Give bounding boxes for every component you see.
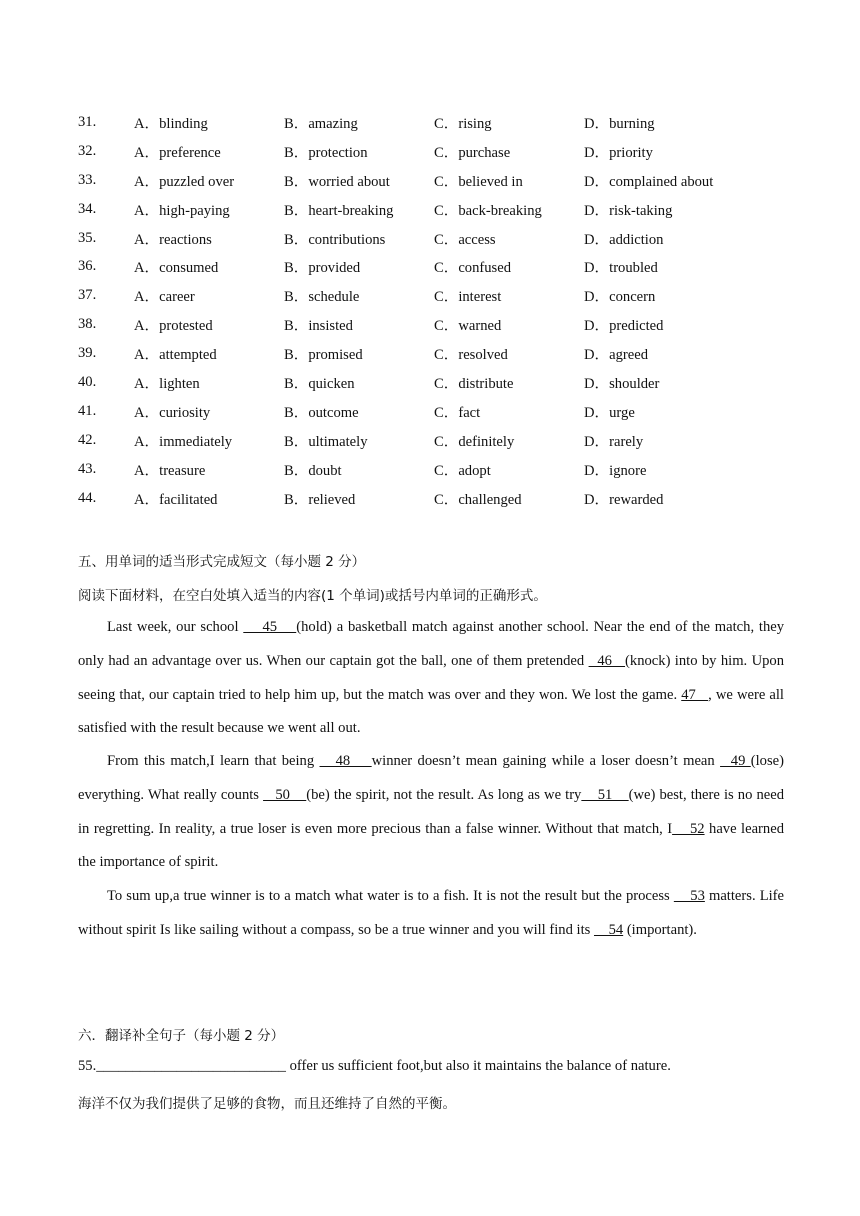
blank-53[interactable]: 53 [673, 888, 705, 904]
option-b[interactable]: B．protection [284, 144, 368, 161]
option-b[interactable]: B．heart-breaking [284, 202, 394, 219]
option-row [78, 397, 784, 426]
option-c[interactable]: C．confused [434, 260, 512, 277]
blank-52[interactable]: 52 [672, 820, 705, 837]
option-a[interactable]: A．consumed [134, 260, 219, 277]
option-b[interactable]: B．insisted [284, 318, 353, 335]
blank-45[interactable]: 45 [243, 619, 297, 635]
option-row [78, 195, 784, 224]
option-c[interactable]: C．adopt [434, 462, 491, 479]
option-d[interactable]: D．addiction [584, 231, 664, 248]
question-number: 44. [78, 489, 97, 506]
blank-51[interactable]: 51 [581, 786, 629, 803]
question-number: 39. [78, 345, 97, 362]
blank-49[interactable]: 49 [720, 753, 751, 769]
option-b[interactable]: B．relieved [284, 491, 356, 508]
option-b[interactable]: B．promised [284, 347, 363, 364]
passage-text: (knock) into by him. Upon seeing that, our captain tried to help him up, but the match was over and they won. We lost the game. [78, 652, 784, 703]
option-b[interactable]: B．outcome [284, 404, 359, 421]
passage-text: (important). [623, 921, 697, 938]
question-number: 31. [78, 113, 97, 130]
option-c[interactable]: C．resolved [434, 347, 508, 364]
option-d[interactable]: D．troubled [584, 260, 658, 277]
option-b[interactable]: B．doubt [284, 462, 342, 479]
option-d[interactable]: D．agreed [584, 347, 649, 364]
option-d[interactable]: D．burning [584, 115, 655, 132]
option-b[interactable]: B．quicken [284, 375, 355, 392]
question-number: 42. [78, 431, 97, 448]
option-a[interactable]: A．attempted [134, 347, 217, 364]
option-c[interactable]: C．interest [434, 289, 502, 306]
section-five-title: 五、用单词的适当形式完成短文（每小题 2 分） [78, 554, 366, 570]
option-b[interactable]: B．contributions [284, 231, 386, 248]
option-row [78, 455, 784, 484]
question-text: offer us sufficient foot,but also it maintains the balance of nature. [285, 1058, 671, 1074]
question-number: 55. [78, 1058, 97, 1074]
option-b[interactable]: B．ultimately [284, 433, 368, 450]
passage-text: (hold) a basketball match against another school. Near the end of the match, they only had an advantage over us. When our captain got the ball, one of them pretended [78, 619, 785, 669]
option-b[interactable]: B．provided [284, 260, 361, 277]
option-a[interactable]: A．lighten [134, 375, 200, 392]
option-a[interactable]: A．career [134, 289, 195, 306]
option-a[interactable]: A．facilitated [134, 491, 218, 508]
passage-text: (be) the spirit, not the result. As long as we try [306, 786, 582, 803]
option-a[interactable]: A．blinding [134, 115, 208, 132]
option-row [78, 166, 784, 195]
option-c[interactable]: C．purchase [434, 144, 511, 161]
option-d[interactable]: D．urge [584, 404, 635, 421]
blank-47[interactable]: 47 [681, 686, 709, 703]
option-row [78, 224, 784, 253]
option-row [78, 108, 784, 137]
section-six-title: 六．翻译补全句子（每小题 2 分） [78, 1028, 285, 1044]
blank-48[interactable]: 48 [319, 753, 372, 769]
option-row [78, 281, 784, 310]
passage-text: , we were all satisfied with the result because we went all out. [78, 686, 784, 737]
option-c[interactable]: C．rising [434, 115, 492, 132]
blank-55[interactable]: __________________________ [96, 1058, 286, 1074]
question-number: 32. [78, 142, 97, 159]
passage-paragraph-1 [78, 611, 784, 746]
option-c[interactable]: C．distribute [434, 375, 514, 392]
option-a[interactable]: A．puzzled over [134, 173, 235, 190]
question-55-chinese: 海洋不仅为我们提供了足够的食物，而且还维持了自然的平衡。 [78, 1096, 456, 1112]
option-c[interactable]: C．believed in [434, 173, 523, 190]
question-number: 37. [78, 287, 97, 304]
option-row [78, 310, 784, 339]
passage-paragraph-2 [78, 745, 784, 880]
option-c[interactable]: C．access [434, 231, 496, 248]
option-b[interactable]: B．worried about [284, 173, 390, 190]
blank-54[interactable]: 54 [593, 921, 624, 938]
option-d[interactable]: D．complained about [584, 173, 714, 190]
question-number: 41. [78, 402, 97, 419]
option-a[interactable]: A．high-paying [134, 202, 230, 219]
option-d[interactable]: D．rewarded [584, 491, 664, 508]
question-number: 38. [78, 316, 97, 333]
question-number: 33. [78, 171, 97, 188]
option-row [78, 368, 784, 397]
option-c[interactable]: C．warned [434, 318, 502, 335]
question-number: 43. [78, 460, 97, 477]
question-number: 40. [78, 373, 97, 390]
question-55 [78, 1058, 671, 1075]
option-b[interactable]: B．amazing [284, 115, 358, 132]
passage-text: To sum up,a true winner is to a match what water is to a fish. It is not the result but the process [107, 888, 674, 904]
option-a[interactable]: A．protested [134, 318, 213, 335]
passage-text: Last week, our school [107, 619, 244, 635]
passage-text: (we) best, there is no need in regretting. In reality, a true loser is even more precious than a false winner. Without that match, I [78, 786, 784, 837]
option-d[interactable]: D．concern [584, 289, 656, 306]
question-number: 34. [78, 200, 97, 217]
question-number: 35. [78, 229, 97, 246]
option-d[interactable]: D．ignore [584, 462, 647, 479]
option-row [78, 426, 784, 455]
option-b[interactable]: B．schedule [284, 289, 360, 306]
options-list [78, 108, 784, 512]
blank-50[interactable]: 50 [263, 786, 307, 803]
option-a[interactable]: A．preference [134, 144, 221, 161]
option-c[interactable]: C．challenged [434, 491, 522, 508]
option-row [78, 484, 784, 513]
option-c[interactable]: C．back-breaking [434, 202, 542, 219]
option-row [78, 252, 784, 281]
passage-text: winner doesn’t mean gaining while a loser doesn’t mean [371, 753, 721, 769]
section-five-instruction: 阅读下面材料，在空白处填入适当的内容(1 个单词)或括号内单词的正确形式。 [78, 588, 547, 604]
option-d[interactable]: D．risk-taking [584, 202, 673, 219]
passage-text: From this match,I learn that being [107, 753, 320, 769]
option-d[interactable]: D．shoulder [584, 375, 660, 392]
blank-46[interactable]: 46 [588, 652, 626, 669]
option-row [78, 137, 784, 166]
option-a[interactable]: A．treasure [134, 462, 206, 479]
passage-paragraph-3 [78, 880, 784, 948]
question-number: 36. [78, 258, 97, 275]
passage-text: have learned the importance of spirit. [78, 820, 784, 871]
option-a[interactable]: A．reactions [134, 231, 212, 248]
passage-text: matters. Life without spirit Is like sailing without a compass, so be a true winner and you will find its [78, 888, 785, 938]
option-a[interactable]: A．immediately [134, 433, 233, 450]
option-row [78, 339, 784, 368]
option-d[interactable]: D．rarely [584, 433, 644, 450]
option-a[interactable]: A．curiosity [134, 404, 211, 421]
option-c[interactable]: C．definitely [434, 433, 515, 450]
passage-text: (lose) everything. What really counts [78, 753, 784, 803]
option-d[interactable]: D．predicted [584, 318, 664, 335]
option-d[interactable]: D．priority [584, 144, 653, 161]
option-c[interactable]: C．fact [434, 404, 481, 421]
